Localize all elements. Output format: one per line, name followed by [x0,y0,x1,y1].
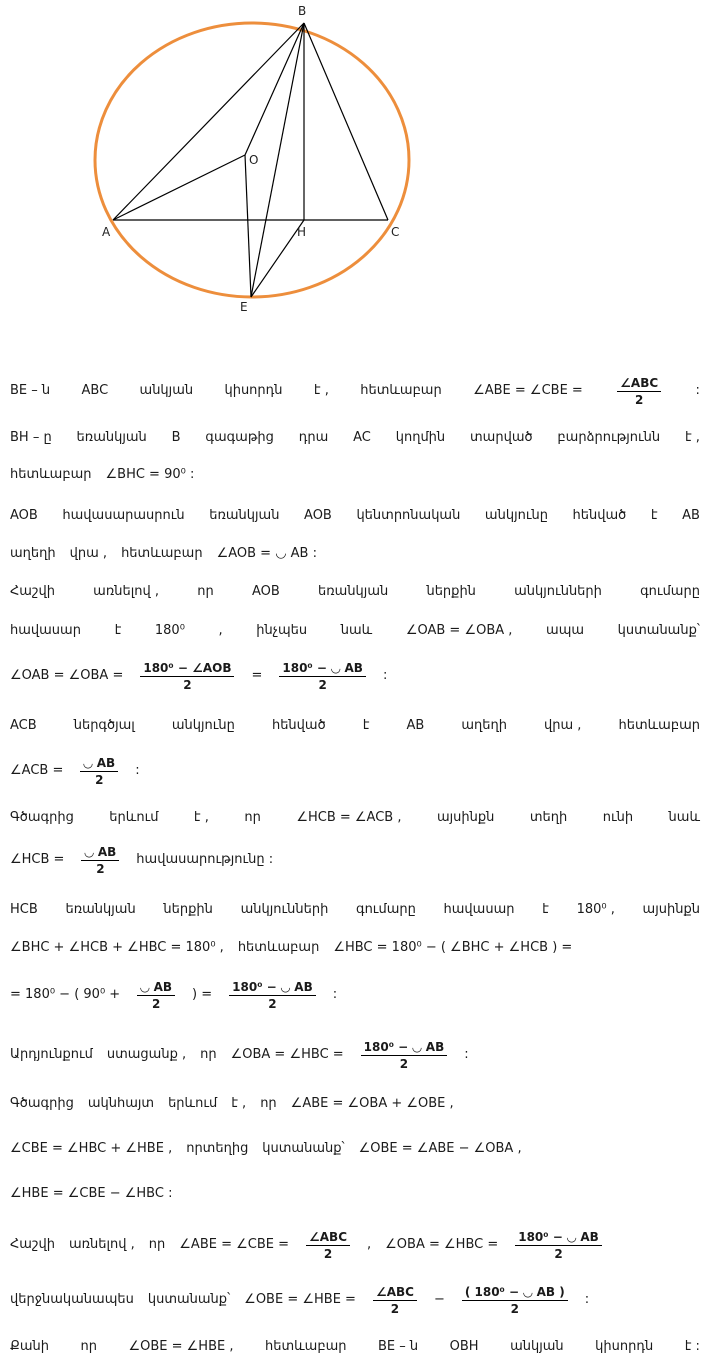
proof-line-14 [10,938,710,958]
geometry-figure [0,0,714,330]
proof-word: տարված [470,430,533,445]
proof-word: AOB [251,584,280,599]
segment-AB [113,23,304,220]
proof-word: ∠OBA = ∠HBC = [385,1237,499,1252]
label-H: H [297,225,307,239]
proof-word: հետևաբար [237,940,320,955]
fraction-denominator: 2 [95,772,104,787]
proof-word: որ [244,810,261,825]
proof-word: հենված [271,718,326,733]
proof-word: գումարը [356,902,416,917]
fraction [373,1285,417,1316]
fraction-numerator: ◡ AB [137,980,175,996]
fraction-numerator: 180⁰ − ◡ AB [279,661,366,677]
proof-word: ∠ABE = ∠OBA + ∠OBE , [290,1096,454,1111]
proof-line-15 [10,978,710,1012]
proof-line-3 [10,465,710,485]
fraction-denominator: 2 [510,1301,519,1316]
proof-word: ∠OAB = ∠OBA = [10,668,124,683]
fraction [617,376,661,407]
proof-word: որ [148,1237,166,1252]
proof-word: ստացանք , [106,1047,187,1062]
proof-word: գագաթից [205,430,274,445]
proof-word: հավասարությունը : [136,852,274,867]
label-A: A [102,225,111,239]
proof-word: BE – ն [377,1339,419,1354]
proof-word: ∠HCB = [10,852,65,867]
proof-word: AOB [10,508,38,523]
fraction-denominator: 2 [634,392,644,407]
proof-word: եռանկյան [76,430,147,445]
fraction-denominator: 2 [96,861,105,876]
proof-word: Գծագրից [10,1096,74,1111]
proof-word: հավասարասրուն [62,508,185,523]
proof-word: ∠BHC + ∠HCB + ∠HBC = 180⁰ , [10,940,224,955]
proof-word: ∠OBE = ∠HBE = [244,1292,356,1307]
proof-word: է [542,902,549,917]
fraction-denominator: 2 [554,1246,563,1261]
proof-word: Հաշվի [10,584,55,599]
proof-word: վերջնականապես [10,1292,134,1307]
proof-word: ներքին [426,584,476,599]
fraction [279,661,366,692]
fraction-denominator: 2 [399,1056,409,1071]
proof-word: կստանանք՝ [147,1292,231,1307]
proof-line-4 [10,506,700,526]
proof-word: ինչպես [256,623,308,638]
segment-OE [245,155,251,297]
proof-word: ∠OBA = ∠HBC = [230,1047,344,1062]
label-E: E [240,300,248,314]
proof-word: Գծագրից [10,810,74,825]
proof-word: նաև [668,810,700,825]
segment-BC [304,23,388,220]
label-C: C [391,225,400,239]
proof-word: = [251,668,263,683]
proof-word: անկյունը [171,718,235,733]
proof-word: կիսորդն [595,1339,654,1354]
proof-word: հավասար [443,902,515,917]
fraction-denominator: 2 [323,1246,333,1261]
fraction-denominator: 2 [151,996,161,1011]
proof-word: առնելով , [93,584,160,599]
proof-word: է , [193,810,209,825]
proof-word: է , [684,430,700,445]
proof-word: երևում [168,1096,218,1111]
proof-word: տեղի [529,810,568,825]
proof-word: ∠ABE = ∠CBE = [473,383,583,398]
proof-word: կողմին [395,430,446,445]
proof-line-16 [10,1038,710,1072]
segment-BE [251,23,307,297]
proof-word: հետևաբար [121,546,203,561]
proof-word: եռանկյան [209,508,280,523]
proof-word: որ [80,1339,97,1354]
proof-word: երևում [109,810,159,825]
proof-line-5 [10,544,710,564]
proof-word: աղեղի [461,718,507,733]
proof-word: ապա [546,623,585,638]
proof-word: HCB [10,902,38,917]
proof-word: եռանկյան [65,902,136,917]
proof-word: անկյան [510,1339,564,1354]
proof-word: այսինքն [436,810,495,825]
fraction [515,1230,602,1261]
proof-word: նաև [340,623,373,638]
proof-word: B [171,430,181,445]
fraction-numerator: 180⁰ − ∠AOB [140,661,234,677]
proof-word: վրա , [544,718,582,733]
fraction [229,980,316,1011]
proof-word: անկյունների [514,584,602,599]
proof-word: վրա , [69,546,108,561]
proof-line-18 [10,1139,710,1159]
proof-word: հետևաբար [360,383,442,398]
segment-AO [113,155,245,220]
proof-word: BE – ն [10,383,51,398]
proof-word: կստանանք՝ [262,1141,345,1156]
proof-word: ∠AOB = ◡ AB : [216,546,317,561]
proof-word: : [695,383,700,398]
fraction [462,1285,568,1316]
proof-word: ∠BHC = 90⁰ : [105,467,195,482]
fraction-numerator: ◡ AB [81,845,119,861]
proof-word: : [464,1047,469,1062]
proof-word: այսինքն [642,902,700,917]
proof-word: : [135,763,140,778]
label-O: O [249,153,259,167]
fraction [137,980,175,1011]
proof-word: հետևաբար [618,718,700,733]
proof-word: որ [260,1096,277,1111]
proof-line-2 [10,428,700,448]
proof-word: AB [682,508,700,523]
proof-word: Հաշվի [10,1237,55,1252]
proof-word: ∠OBE = ∠ABE − ∠OBA , [358,1141,522,1156]
proof-word: առնելով , [68,1237,135,1252]
proof-line-8 [10,659,710,693]
proof-word: , [218,623,223,638]
fraction-numerator: ◡ AB [80,756,118,772]
proof-line-12 [10,843,710,877]
proof-word: 180⁰ [154,623,185,638]
fraction [361,1040,448,1071]
proof-word: : [332,987,338,1002]
proof-word: = 180⁰ − ( 90⁰ + [10,987,121,1002]
fraction [81,845,119,876]
fraction-denominator: 2 [390,1301,400,1316]
proof-word: որ [197,584,214,599]
proof-word: ∠HBE = ∠CBE − ∠HBC : [10,1186,173,1201]
proof-word: դրա [298,430,329,445]
proof-word: աղեղի [10,546,56,561]
fraction [306,1230,350,1261]
fraction [80,756,118,787]
proof-word: ունի [602,810,634,825]
proof-word: ∠CBE = ∠HBC + ∠HBE , [10,1141,173,1156]
proof-word: AOB [304,508,332,523]
proof-word: է : [684,1339,700,1354]
proof-word: : [584,1292,590,1307]
proof-word: ) = [192,987,213,1002]
proof-word: հենված [572,508,627,523]
proof-word: ∠OAB = ∠OBA , [405,623,513,638]
fraction-numerator: ∠ABC [373,1285,417,1301]
proof-line-13 [10,900,700,920]
proof-word: ∠ACB = [10,763,64,778]
proof-word: եռանկյան [317,584,389,599]
proof-word: կստանանք՝ [617,623,700,638]
proof-word: ∠HBC = 180⁰ − ( ∠BHC + ∠HCB ) = [333,940,573,955]
proof-word: ∠HCB = ∠ACB , [296,810,402,825]
proof-word: է [362,718,370,733]
proof-word: ACB [10,718,37,733]
proof-word: Արդյունքում [10,1047,93,1062]
segment-BO [245,23,304,155]
proof-word: գումարը [640,584,700,599]
proof-word: OBH [449,1339,479,1354]
proof-line-9 [10,716,700,736]
fraction-denominator: 2 [183,677,192,692]
fraction-numerator: ∠ABC [617,376,661,392]
fraction-numerator: 180⁰ − ◡ AB [515,1230,602,1246]
fraction [140,661,234,692]
proof-word: Քանի [10,1339,49,1354]
proof-word: հավասար [10,623,81,638]
proof-line-6 [10,582,700,602]
proof-line-11 [10,808,700,828]
proof-line-10 [10,754,710,788]
proof-word: է , [313,383,329,398]
proof-line-19 [10,1184,710,1204]
proof-word: ակնհայտ [87,1096,155,1111]
proof-word: ABC [81,383,109,398]
fraction-numerator: ( 180⁰ − ◡ AB ) [462,1285,568,1301]
fraction-denominator: 2 [268,996,277,1011]
proof-word: կենտրոնական [356,508,461,523]
proof-word: 180⁰ , [576,902,615,917]
proof-word: անկյունների [240,902,329,917]
fraction-numerator: ∠ABC [306,1230,350,1246]
proof-word: որտեղից [186,1141,249,1156]
fraction-numerator: 180⁰ − ◡ AB [361,1040,448,1056]
proof-word: որ [200,1047,217,1062]
proof-line-7 [10,621,700,641]
proof-line-21 [10,1283,710,1317]
proof-word: BH – ը [10,430,52,445]
proof-word: , [367,1237,372,1252]
proof-word: AC [353,430,371,445]
proof-word: անկյան [139,383,194,398]
proof-word: AB [406,718,425,733]
proof-word: : [382,668,388,683]
proof-word: անկյունը [484,508,548,523]
fraction-numerator: 180⁰ − ◡ AB [229,980,316,996]
proof-word: է , [231,1096,247,1111]
proof-word: հետևաբար [10,467,92,482]
proof-word: է [114,623,122,638]
proof-word: − [433,1292,445,1307]
proof-word: ներքին [163,902,213,917]
proof-word: ∠ABE = ∠CBE = [179,1237,290,1252]
proof-word: հետևաբար [264,1339,347,1354]
label-B: B [298,4,307,18]
proof-word: բարձրությունն [557,430,661,445]
proof-line-1 [10,374,700,408]
proof-word: է [650,508,658,523]
proof-line-22 [10,1337,700,1357]
proof-word: ∠OBE = ∠HBE , [128,1339,234,1354]
proof-word: ներգծյալ [73,718,135,733]
fraction-denominator: 2 [318,677,327,692]
proof-line-17 [10,1094,710,1114]
proof-line-20 [10,1228,710,1262]
proof-word: կիսորդն [224,383,283,398]
